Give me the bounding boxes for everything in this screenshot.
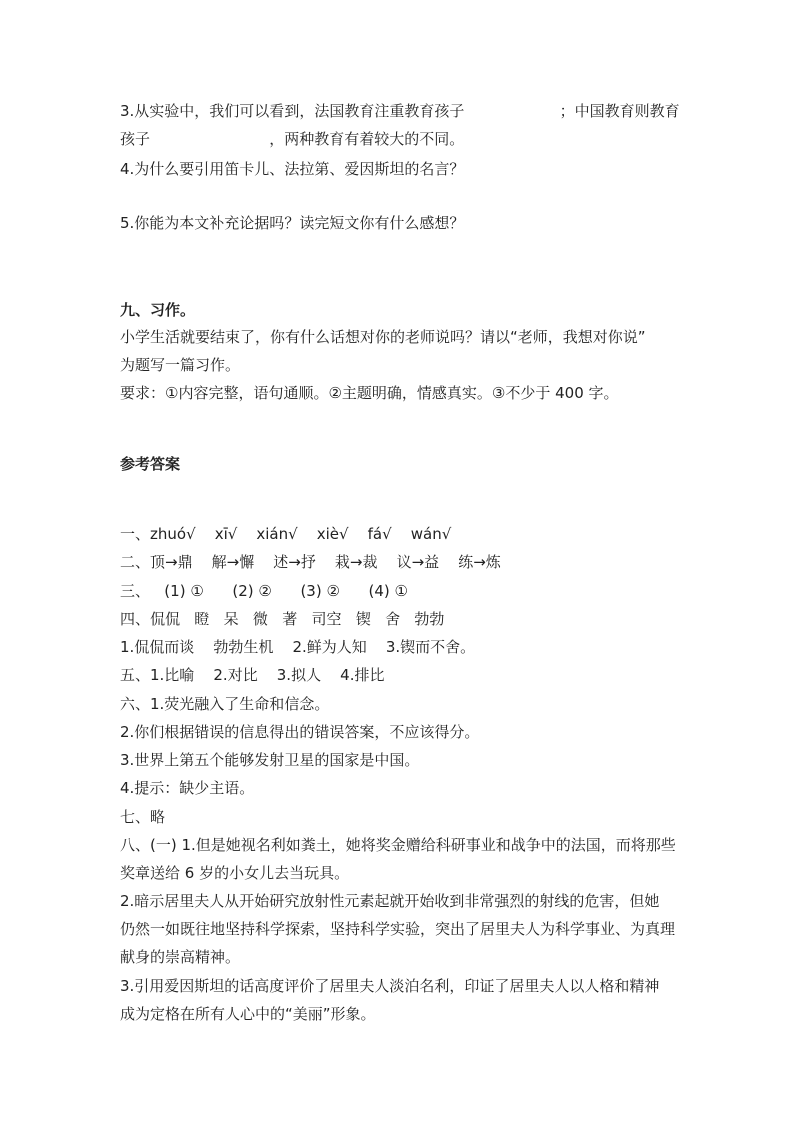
section-9-requirements: 要求：①内容完整，语句通顺。②主题明确，情感真实。③不少于 400 字。	[120, 384, 619, 402]
answer-line: 四、侃侃 瞪 呆 微 著 司空 锲 舍 勃勃	[120, 610, 445, 628]
answer-line: 2.你们根据错误的信息得出的错误答案，不应该得分。	[120, 723, 480, 741]
answer-line: 三、 (1) ① (2) ② (3) ② (4) ①	[120, 582, 408, 600]
answer-line: 3.引用爱因斯坦的话高度评价了居里夫人淡泊名利，印证了居里夫人以人格和精神	[120, 977, 660, 995]
answer-line: 二、顶→鼎 解→懈 述→抒 栽→裁 议→益 练→炼	[120, 553, 501, 571]
answer-line: 1.侃侃而谈 勃勃生机 2.鲜为人知 3.锲而不舍。	[120, 638, 476, 656]
section-9-prompt-line-1: 小学生活就要结束了，你有什么话想对你的老师说吗？请以“老师，我想对你说”	[120, 328, 646, 346]
question-5: 5.你能为本文补充论据吗？读完短文你有什么感想？	[120, 214, 465, 232]
answer-line: 4.提示：缺少主语。	[120, 779, 255, 797]
answer-line: 3.世界上第五个能够发射卫星的国家是中国。	[120, 751, 420, 769]
answer-line: 仍然一如既往地坚持科学探索，坚持科学实验，突出了居里夫人为科学事业、为真理	[120, 920, 676, 938]
answer-line: 六、1.荧光融入了生命和信念。	[120, 695, 330, 713]
answer-line: 献身的崇高精神。	[120, 948, 241, 966]
question-3-line-2: 孩子 ，两种教育有着较大的不同。	[120, 130, 465, 148]
answer-line: 奖章送给 6 岁的小女儿去当玩具。	[120, 864, 350, 882]
answer-line: 五、1.比喻 2.对比 3.拟人 4.排比	[120, 666, 385, 684]
question-3-line-1: 3.从实验中，我们可以看到，法国教育注重教育孩子 ；中国教育则教育	[120, 102, 680, 120]
answer-line: 一、zhuó√ xī√ xián√ xiè√ fá√ wán√	[120, 525, 452, 543]
answer-line: 2.暗示居里夫人从开始研究放射性元素起就开始收到非常强烈的射线的危害，但她	[120, 892, 660, 910]
answer-line: 八、(一) 1.但是她视名利如粪土，她将奖金赠给科研事业和战争中的法国，而将那些	[120, 836, 676, 854]
question-4: 4.为什么要引用笛卡儿、法拉第、爱因斯坦的名言？	[120, 160, 465, 178]
section-9-heading: 九、习作。	[120, 301, 196, 319]
answers-heading: 参考答案	[120, 455, 181, 473]
answer-line: 成为定格在所有人心中的“美丽”形象。	[120, 1005, 376, 1023]
answer-line: 七、略	[120, 808, 166, 826]
section-9-prompt-line-2: 为题写一篇习作。	[120, 356, 241, 374]
